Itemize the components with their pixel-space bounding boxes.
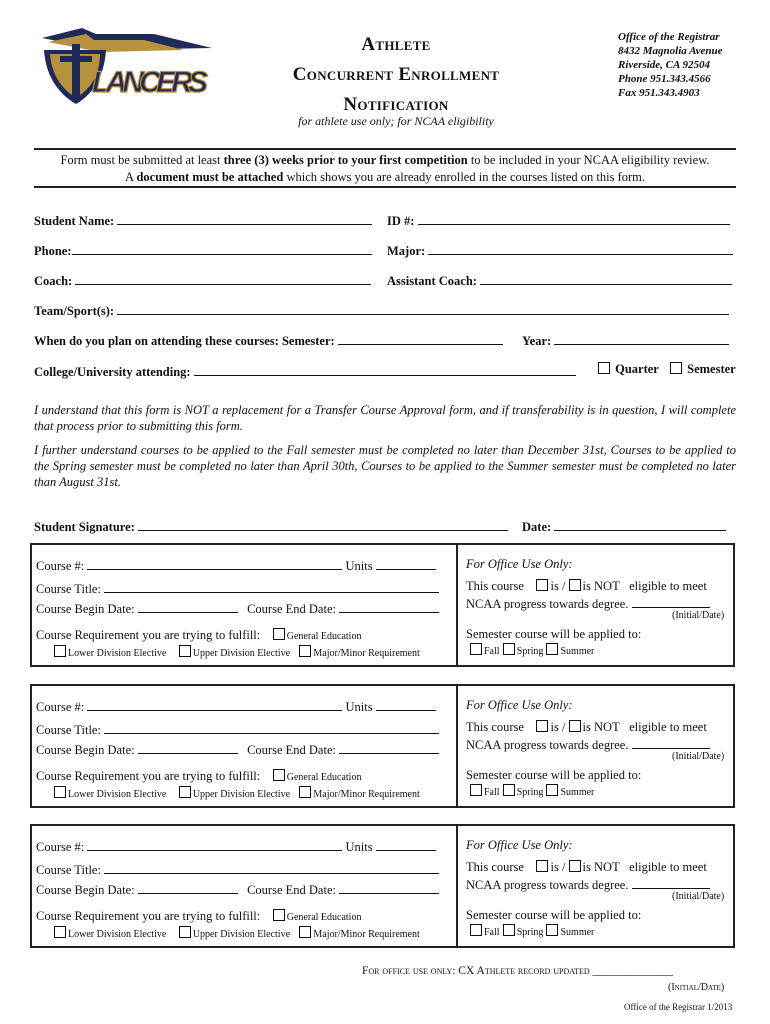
course-title-field[interactable]: Course Title: [36, 861, 439, 878]
quarter-option[interactable]: Quarter [598, 362, 659, 377]
semester-field[interactable]: When do you plan on attending these courses: Semester: [34, 332, 503, 349]
semester-applied-label: Semester course will be applied to: [466, 768, 642, 782]
ncaa-progress-field[interactable]: NCAA progress towards degree. [466, 736, 710, 753]
assistant-coach-field[interactable]: Assistant Coach: [387, 272, 732, 289]
course-title-field[interactable]: Course Title: [36, 721, 439, 738]
lancers-logo [34, 20, 212, 108]
semester-applied-label: Semester course will be applied to: [466, 627, 642, 641]
eligibility-row: This course is / is NOT eligible to meet [466, 579, 707, 593]
requirement-row: Course Requirement you are trying to fulfill: General Education [36, 909, 362, 923]
course-dates-field[interactable]: Course Begin Date: Course End Date: [36, 741, 439, 758]
eligibility-row: This course is / is NOT eligible to meet [466, 720, 707, 734]
is-checkbox[interactable] [536, 720, 548, 732]
spring-checkbox[interactable] [503, 784, 515, 796]
course-number-field[interactable]: Course #: Units [36, 838, 436, 855]
course-number-field[interactable]: Course #: Units [36, 557, 436, 574]
summer-checkbox[interactable] [546, 643, 558, 655]
major-field[interactable]: Major: [387, 242, 733, 259]
upper-division-checkbox[interactable] [179, 926, 191, 938]
is-checkbox[interactable] [536, 579, 548, 591]
major-minor-checkbox[interactable] [299, 645, 311, 657]
office-use-heading: For Office Use Only: [466, 698, 573, 712]
office-initial-date-label: (Initial/Date) [668, 982, 725, 993]
course-dates-field[interactable]: Course Begin Date: Course End Date: [36, 600, 439, 617]
elective-options: Lower Division Elective Upper Division Elective Major/Minor Requirement [54, 786, 420, 801]
fall-checkbox[interactable] [470, 643, 482, 655]
office-use-heading: For Office Use Only: [466, 557, 573, 571]
term-options: Fall Spring Summer [470, 643, 594, 658]
fall-checkbox[interactable] [470, 784, 482, 796]
general-ed-checkbox[interactable] [273, 628, 285, 640]
registrar-address: Office of the Registrar 8432 Magnolia Avenue Riverside, CA 92504 Phone 951.343.4566 Fax 951.343.4903 [618, 31, 723, 99]
fall-checkbox[interactable] [470, 924, 482, 936]
student-name-field[interactable]: Student Name: [34, 212, 372, 229]
year-field[interactable]: Year: [522, 332, 729, 349]
elective-options: Lower Division Elective Upper Division Elective Major/Minor Requirement [54, 926, 420, 941]
submission-notice: Form must be submitted at least three (3) weeks prior to your first competition to be included in your NCAA eligibility review. A document must be attached which shows you are already enrolled in the courses listed on this form. [34, 148, 736, 188]
signature-field[interactable]: Student Signature: [34, 518, 508, 535]
college-field[interactable]: College/University attending: [34, 363, 576, 380]
summer-checkbox[interactable] [546, 784, 558, 796]
is-checkbox[interactable] [536, 860, 548, 872]
id-field[interactable]: ID #: [387, 212, 730, 229]
general-ed-checkbox[interactable] [273, 909, 285, 921]
spring-checkbox[interactable] [503, 643, 515, 655]
is-not-checkbox[interactable] [569, 720, 581, 732]
spring-checkbox[interactable] [503, 924, 515, 936]
course-title-field[interactable]: Course Title: [36, 580, 439, 597]
initial-date-label: (Initial/Date) [672, 610, 725, 621]
team-sport-field[interactable]: Team/Sport(s): [34, 302, 729, 319]
is-not-checkbox[interactable] [569, 860, 581, 872]
form-subtitle: for athlete use only; for NCAA eligibility [298, 114, 494, 128]
transfer-statement: I understand that this form is NOT a replacement for a Transfer Course Approval form, and if transferability is in question, I will complete that process prior to submitting this form. [34, 403, 736, 433]
general-ed-checkbox[interactable] [273, 769, 285, 781]
deadline-statement: I further understand courses to be applied to the Fall semester must be completed no later than December 31st, Courses to be applied to the Spring semester must be completed no later than April 30th, Courses to be applied to the Summer semester must be completed no later than August 31st. [34, 443, 736, 489]
major-minor-checkbox[interactable] [299, 786, 311, 798]
major-minor-checkbox[interactable] [299, 926, 311, 938]
eligibility-row: This course is / is NOT eligible to meet [466, 860, 707, 874]
upper-division-checkbox[interactable] [179, 645, 191, 657]
ncaa-progress-field[interactable]: NCAA progress towards degree. [466, 876, 710, 893]
course-block [30, 824, 735, 948]
lower-division-checkbox[interactable] [54, 926, 66, 938]
form-title: Athlete Concurrent Enrollment Notification [292, 34, 500, 115]
course-block [30, 684, 735, 808]
term-options: Fall Spring Summer [470, 924, 594, 939]
lower-division-checkbox[interactable] [54, 786, 66, 798]
semester-applied-label: Semester course will be applied to: [466, 908, 642, 922]
course-dates-field[interactable]: Course Begin Date: Course End Date: [36, 881, 439, 898]
signature-date-field[interactable]: Date: [522, 518, 726, 535]
lower-division-checkbox[interactable] [54, 645, 66, 657]
requirement-row: Course Requirement you are trying to fulfill: General Education [36, 628, 362, 642]
term-options: Fall Spring Summer [470, 784, 594, 799]
semester-checkbox[interactable] [670, 362, 682, 374]
course-block [30, 543, 735, 667]
office-use-heading: For Office Use Only: [466, 838, 573, 852]
semester-option[interactable]: Semester [670, 362, 736, 377]
initial-date-label: (Initial/Date) [672, 891, 725, 902]
initial-date-label: (Initial/Date) [672, 751, 725, 762]
coach-field[interactable]: Coach: [34, 272, 371, 289]
revision-stamp: Office of the Registrar 1/2013 [624, 1002, 733, 1012]
summer-checkbox[interactable] [546, 924, 558, 936]
svg-text:LANCERS: LANCERS [92, 66, 208, 99]
upper-division-checkbox[interactable] [179, 786, 191, 798]
is-not-checkbox[interactable] [569, 579, 581, 591]
elective-options: Lower Division Elective Upper Division Elective Major/Minor Requirement [54, 645, 420, 660]
phone-field[interactable]: Phone: [34, 242, 372, 259]
office-use-record-line: For office use only: CX Athlete record updated ______________ [362, 965, 674, 977]
ncaa-progress-field[interactable]: NCAA progress towards degree. [466, 595, 710, 612]
requirement-row: Course Requirement you are trying to fulfill: General Education [36, 769, 362, 783]
quarter-checkbox[interactable] [598, 362, 610, 374]
course-number-field[interactable]: Course #: Units [36, 698, 436, 715]
